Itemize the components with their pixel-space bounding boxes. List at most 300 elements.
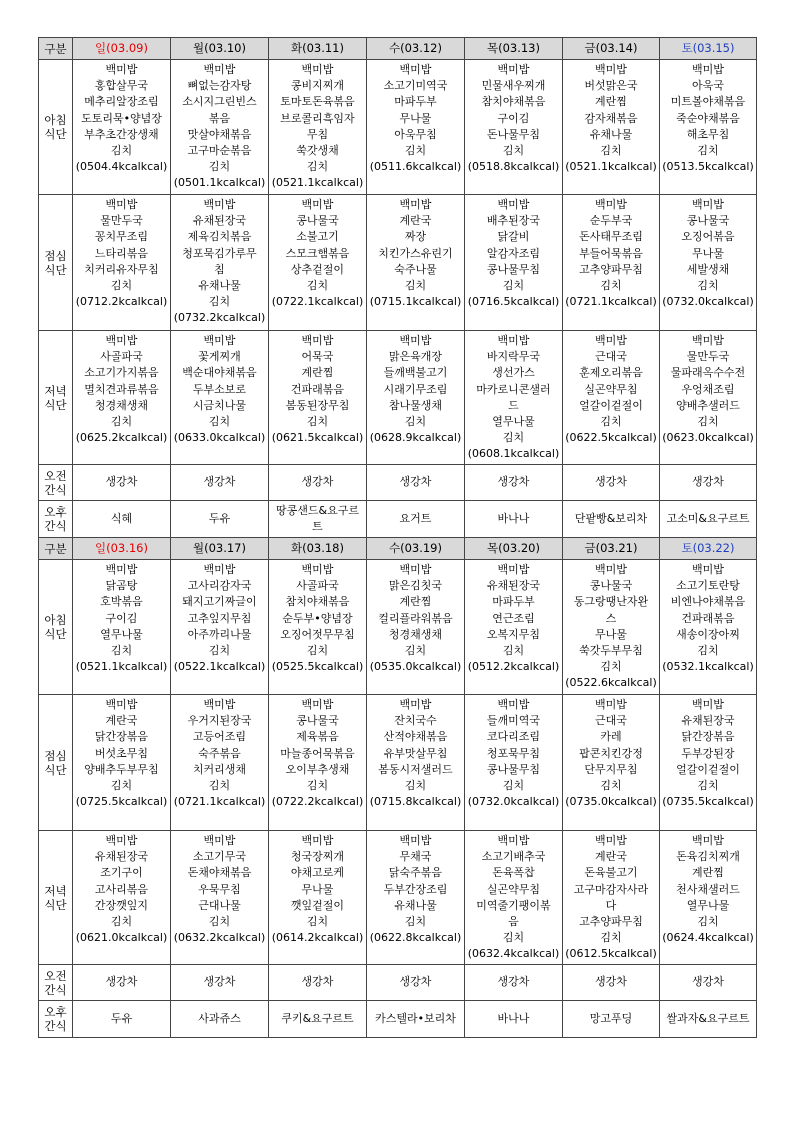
meal-row-lunch	[39, 695, 757, 831]
menu-item-text: 백미밥	[399, 63, 432, 76]
menu-item-text: 김치	[697, 644, 719, 658]
menu-item-text: 참치야채볶음	[285, 595, 350, 609]
menu-item-text: (0715.8kcalkcal)	[369, 795, 462, 809]
day-header: 화(03.18)	[269, 538, 367, 560]
menu-item-text: (0625.2kcalkcal)	[75, 431, 168, 445]
menu-cell	[269, 331, 367, 465]
menu-item-text: 물만두국	[100, 214, 143, 228]
menu-item-text: 유채된장국	[486, 579, 541, 593]
menu-cell: 생강차	[465, 965, 563, 1001]
menu-item-text: (0622.5kcalkcal)	[565, 431, 657, 445]
menu-item-text: 김치	[697, 779, 719, 793]
menu-item-text: 치커리유자무침	[84, 262, 159, 276]
menu-item-text: (0712.2kcalkcal)	[75, 295, 168, 309]
menu-cell: 생강차	[563, 465, 660, 501]
menu-item-text: 침	[214, 262, 225, 276]
menu-item-text: 백미밥	[595, 563, 627, 576]
menu-item-text: 유채나물	[589, 127, 633, 141]
menu-item-text: 사골파국	[100, 350, 143, 364]
menu-item-text: (0732.0kcalkcal)	[467, 795, 560, 809]
menu-item-text: 코다리조림	[486, 730, 541, 744]
menu-item-text: 어묵국	[301, 350, 334, 364]
day-header: 수(03.19)	[367, 538, 465, 560]
menu-cell	[465, 195, 563, 331]
menu-item-text: (0614.2kcalkcal)	[271, 931, 364, 945]
menu-item-text: (0535.0kcalkcal)	[369, 660, 462, 674]
menu-item-text: 닭간장볶음	[681, 730, 735, 744]
meal-label-text: 간식	[44, 482, 67, 497]
day-header: 금(03.21)	[563, 538, 660, 560]
menu-item-text: 백미밥	[203, 698, 236, 711]
menu-item-text: 마늘종어묵볶음	[280, 746, 355, 760]
menu-item-text: 돈나물무침	[486, 127, 541, 141]
menu-item-text: 김치	[208, 295, 231, 309]
menu-item-text: 간장깻잎지	[94, 898, 149, 912]
menu-item-text: 스모크햄볶음	[285, 246, 350, 260]
menu-item-text: 꽁치무조림	[94, 230, 149, 244]
meal-row-lunch	[39, 195, 757, 331]
menu-item-text: 김치	[110, 279, 133, 293]
menu-item-text: 백미밥	[692, 334, 724, 347]
meal-label	[39, 1001, 73, 1038]
meal-label-text: 오후	[44, 505, 67, 519]
menu-item-text: 김치	[208, 915, 231, 929]
menu-cell: 생강차	[171, 465, 269, 501]
menu-cell	[73, 501, 171, 538]
menu-item-text: 유부맛살무침	[383, 746, 448, 760]
menu-item-text: (0504.4kcalkcal)	[75, 160, 168, 174]
menu-item-text: 김치	[110, 644, 133, 658]
menu-item-text: (0511.6kcalkcal)	[369, 160, 462, 174]
menu-item-text: 무채국	[399, 850, 432, 864]
menu-item-text: 두부강된장	[681, 746, 735, 760]
header-label: 구분	[39, 38, 73, 60]
week-header-row	[39, 538, 757, 560]
menu-cell	[171, 831, 269, 965]
menu-item-text: 계란찜	[692, 866, 724, 880]
menu-item-text: 김치	[502, 144, 525, 158]
menu-item-text: (0628.9kcalkcal)	[369, 431, 462, 445]
menu-item-text: 치킨가스유린기	[378, 246, 453, 260]
menu-item-text: 김치	[110, 415, 133, 429]
header-label: 구분	[39, 538, 73, 560]
menu-item-text: 김치	[404, 144, 427, 158]
menu-item-text: (0622.8kcalkcal)	[369, 931, 462, 945]
menu-item-text: 닭갈비	[497, 230, 530, 244]
menu-item-text: 짜장	[404, 230, 427, 244]
menu-item-text: (0725.5kcalkcal)	[75, 795, 168, 809]
menu-cell	[563, 560, 660, 695]
menu-item-text: 감자채볶음	[584, 111, 638, 125]
menu-item-text: 김치	[208, 779, 231, 793]
menu-item-text: 콩나물국	[296, 714, 339, 728]
menu-item-text: 백미밥	[497, 698, 530, 711]
menu-item-text: 백미밥	[692, 698, 724, 711]
meal-label-text: 오전	[44, 468, 67, 483]
menu-item-text: 시래기무조림	[383, 382, 448, 396]
meal-label-text: 간식	[44, 1019, 67, 1033]
menu-cell: 생강차	[660, 965, 757, 1001]
menu-item-text: 김치	[404, 415, 427, 429]
menu-item-text: 멸치견과류볶음	[84, 382, 159, 396]
menu-item-text: 사골파국	[296, 579, 339, 593]
menu-item-text: (0501.1kcalkcal)	[173, 176, 266, 190]
menu-item-text: 숙주나물	[394, 262, 437, 276]
menu-item-text: 돼지고기짜글이	[182, 595, 257, 609]
meal-label	[39, 465, 73, 501]
menu-item-text: 트	[312, 520, 323, 533]
menu-item-text: 백미밥	[497, 63, 530, 76]
menu-item-text: 콩비지찌개	[290, 79, 345, 93]
menu-item-text: 카레	[600, 730, 622, 744]
menu-cell	[465, 60, 563, 195]
menu-item-text: 계란찜	[595, 95, 627, 109]
menu-cell	[171, 195, 269, 331]
menu-item-text: 계란국	[399, 214, 432, 228]
menu-item-text: 건파래볶음	[290, 382, 345, 396]
menu-item-text: 쌀과자&요구르트	[666, 1011, 750, 1025]
menu-item-text: 브로콜리흑임자	[280, 111, 355, 125]
menu-item-text: 고추잎지무침	[187, 611, 252, 625]
menu-cell	[563, 501, 660, 538]
meal-plan-table	[38, 37, 757, 1038]
menu-item-text: 식혜	[110, 511, 133, 525]
menu-item-text: 소시지그린빈스	[182, 95, 257, 109]
menu-item-text: 쑥갓생채	[296, 144, 339, 158]
menu-item-text: 소고기배추국	[481, 850, 546, 864]
menu-item-text: 단팥빵&보리차	[574, 511, 648, 525]
menu-item-text: 백미밥	[203, 563, 236, 576]
menu-item-text: 청포묵무침	[486, 746, 541, 760]
meal-label-text: 간식	[44, 519, 67, 533]
menu-item-text: 백미밥	[105, 334, 138, 347]
menu-cell	[73, 60, 171, 195]
menu-cell	[269, 501, 367, 538]
menu-item-text: 백순대야채볶음	[182, 366, 257, 380]
menu-item-text: 새송이장아찌	[676, 627, 740, 641]
menu-item-text: 사과쥬스	[198, 1011, 241, 1025]
menu-item-text: 우거지된장국	[187, 714, 252, 728]
menu-item-text: 백미밥	[301, 198, 334, 211]
menu-item-text: 두부간장조림	[383, 882, 448, 896]
meal-label-text: 오전	[44, 968, 67, 983]
menu-item-text: 청국장찌개	[290, 850, 345, 864]
menu-item-text: (0721.1kcalkcal)	[565, 295, 657, 309]
menu-item-text: 무나물	[692, 246, 724, 260]
menu-item-text: 김치	[208, 160, 231, 174]
menu-item-text: 물파래옥수수전	[670, 366, 746, 380]
menu-item-text: 김치	[502, 279, 525, 293]
menu-item-text: 김치	[208, 415, 231, 429]
meal-label-text: 간식	[44, 982, 67, 997]
menu-item-text: 백미밥	[301, 334, 334, 347]
day-header: 토(03.15)	[660, 38, 757, 60]
menu-item-text: 백미밥	[497, 198, 530, 211]
menu-item-text: 소고기가지볶음	[84, 366, 159, 380]
menu-item-text: 백미밥	[105, 834, 138, 847]
menu-item-text: 유채나물	[394, 898, 437, 912]
menu-item-text: 청포묵김가루무	[182, 246, 257, 260]
menu-item-text: (0732.2kcalkcal)	[173, 311, 266, 325]
meal-row-dinner	[39, 831, 757, 965]
menu-item-text: 버섯맑은국	[584, 79, 638, 93]
menu-item-text: 얼갈이겉절이	[579, 398, 643, 412]
menu-cell	[660, 195, 757, 331]
day-header: 월(03.10)	[171, 38, 269, 60]
menu-item-text: 배추된장국	[486, 214, 541, 228]
meal-row-breakfast	[39, 560, 757, 695]
menu-item-text: 콩나물국	[589, 579, 633, 593]
menu-item-text: 김치	[208, 644, 231, 658]
menu-item-text: 참치야채볶음	[481, 95, 546, 109]
menu-item-text: 백미밥	[497, 563, 530, 576]
menu-item-text: 오징어볶음	[681, 230, 735, 244]
menu-item-text: (0612.5kcalkcal)	[565, 947, 657, 961]
menu-cell	[367, 831, 465, 965]
menu-item-text: 요거트	[399, 511, 432, 525]
menu-cell	[465, 695, 563, 831]
menu-item-text: 호박볶음	[100, 595, 143, 609]
menu-item-text: 백미밥	[399, 198, 432, 211]
menu-item-text: (0735.0kcalkcal)	[565, 795, 657, 809]
meal-label-text: 저녁	[44, 383, 67, 398]
menu-item-text: 느타리볶음	[94, 246, 149, 260]
menu-item-text: 고등어조림	[192, 730, 247, 744]
menu-item-text: 백미밥	[595, 698, 627, 711]
menu-item-text: (0732.0kcalkcal)	[662, 295, 754, 309]
menu-item-text: (0512.2kcalkcal)	[467, 660, 560, 674]
menu-item-text: 백미밥	[301, 563, 334, 576]
menu-item-text: 마파두부	[492, 595, 535, 609]
menu-cell	[269, 60, 367, 195]
day-header: 토(03.22)	[660, 538, 757, 560]
menu-cell: 생강차	[73, 965, 171, 1001]
menu-cell	[269, 1001, 367, 1038]
menu-cell	[660, 831, 757, 965]
menu-cell	[171, 501, 269, 538]
menu-item-text: (0621.0kcalkcal)	[75, 931, 168, 945]
menu-item-text: 돈육불고기	[584, 866, 638, 880]
menu-item-text: 백미밥	[105, 198, 138, 211]
menu-item-text: 무나물	[595, 627, 627, 641]
menu-item-text: 꽃게찌개	[198, 350, 241, 364]
menu-item-text: 부추초간장생채	[84, 127, 159, 141]
menu-item-text: 계란국	[105, 714, 138, 728]
menu-item-text: 백미밥	[301, 698, 334, 711]
menu-item-text: 봄동된장무침	[285, 398, 350, 412]
menu-cell: 생강차	[269, 965, 367, 1001]
menu-item-text: 무나물	[399, 111, 432, 125]
menu-item-text: 오징어젓무무침	[280, 627, 355, 641]
menu-item-text: 두유	[110, 1011, 133, 1025]
menu-item-text: 연근조림	[492, 611, 535, 625]
menu-cell	[73, 831, 171, 965]
menu-item-text: 바나나	[497, 1011, 530, 1025]
day-header: 금(03.14)	[563, 38, 660, 60]
meal-label-text: 식단	[44, 397, 67, 412]
menu-item-text: 백미밥	[203, 63, 236, 76]
menu-item-text: 오복지무침	[486, 627, 541, 641]
menu-cell	[660, 331, 757, 465]
menu-item-text: 김치	[697, 415, 719, 429]
menu-cell	[465, 1001, 563, 1038]
menu-item-text: 청경채생채	[94, 398, 149, 412]
menu-item-text: 백미밥	[203, 334, 236, 347]
menu-item-text: 닭간장볶음	[94, 730, 149, 744]
menu-item-text: (0513.5kcalkcal)	[662, 160, 754, 174]
menu-item-text: 김치	[110, 144, 133, 158]
menu-item-text: 실곤약무침	[584, 382, 638, 396]
menu-item-text: 돈채야채볶음	[187, 866, 252, 880]
meal-label-text: 아침	[44, 113, 67, 127]
menu-item-text: 스	[605, 611, 617, 625]
menu-item-text: 물만두국	[686, 350, 730, 364]
menu-item-text: (0632.2kcalkcal)	[173, 931, 266, 945]
menu-cell	[563, 331, 660, 465]
menu-item-text: 맑은김칫국	[388, 579, 443, 593]
menu-cell	[660, 60, 757, 195]
meal-label	[39, 501, 73, 538]
menu-item-text: 백미밥	[692, 63, 724, 76]
menu-cell	[269, 560, 367, 695]
menu-cell	[367, 331, 465, 465]
menu-cell	[367, 695, 465, 831]
menu-item-text: 건파래볶음	[681, 611, 735, 625]
menu-item-text: 맑은육개장	[388, 350, 443, 364]
menu-item-text: 마카로니콘샐러	[476, 382, 551, 396]
menu-item-text: 뼈없는감자탕	[187, 79, 252, 93]
menu-item-text: 도토리묵•양념장	[81, 111, 162, 125]
menu-item-text: (0632.4kcalkcal)	[467, 947, 560, 961]
menu-item-text: (0722.1kcalkcal)	[271, 295, 364, 309]
menu-item-text: 백미밥	[692, 834, 724, 847]
menu-item-text: 천사채샐러드	[676, 882, 740, 896]
menu-item-text: 김치	[306, 279, 329, 293]
menu-cell	[171, 1001, 269, 1038]
menu-item-text: 부들어묵볶음	[579, 246, 643, 260]
menu-item-text: 쑥갓두부무침	[579, 644, 643, 658]
menu-item-text: 소불고기	[296, 230, 339, 244]
menu-item-text: 훈제오리볶음	[579, 366, 643, 380]
menu-item-text: 다	[605, 898, 617, 912]
menu-item-text: 우묵무침	[198, 882, 241, 896]
menu-item-text: 백미밥	[497, 834, 530, 847]
menu-item-text: 무나물	[301, 882, 334, 896]
day-header: 수(03.12)	[367, 38, 465, 60]
menu-item-text: 김치	[600, 660, 622, 674]
menu-item-text: 홍합살무국	[94, 79, 149, 93]
menu-cell	[269, 695, 367, 831]
menu-item-text: 김치	[502, 431, 525, 445]
menu-item-text: 닭곰탕	[105, 579, 138, 593]
menu-cell	[563, 695, 660, 831]
meal-label-text: 식단	[44, 762, 67, 777]
menu-item-text: 해초무침	[686, 127, 730, 141]
menu-item-text: 계란찜	[301, 366, 334, 380]
menu-item-text: 동그랑땡난자완	[573, 595, 649, 609]
menu-cell	[367, 1001, 465, 1038]
menu-cell	[171, 560, 269, 695]
menu-item-text: 두유	[208, 511, 231, 525]
menu-item-text: 돈육김치찌개	[676, 850, 740, 864]
menu-cell	[171, 331, 269, 465]
menu-item-text: 마파두부	[394, 95, 437, 109]
menu-item-text: 백미밥	[105, 698, 138, 711]
menu-cell	[367, 195, 465, 331]
menu-cell	[73, 1001, 171, 1038]
menu-item-text: 김치	[306, 915, 329, 929]
menu-item-text: 깻잎겉절이	[290, 898, 345, 912]
menu-cell: 생강차	[73, 465, 171, 501]
menu-cell	[660, 1001, 757, 1038]
menu-item-text: 김치	[600, 415, 622, 429]
menu-item-text: 백미밥	[595, 334, 627, 347]
menu-cell: 생강차	[367, 465, 465, 501]
menu-item-text: 고추양파무침	[579, 915, 643, 929]
menu-item-text: (0522.6kcalkcal)	[565, 676, 657, 690]
menu-cell	[563, 195, 660, 331]
menu-item-text: 백미밥	[692, 198, 724, 211]
menu-item-text: (0621.5kcalkcal)	[271, 431, 364, 445]
meal-label	[39, 60, 73, 195]
menu-item-text: (0521.1kcalkcal)	[565, 160, 657, 174]
menu-item-text: 고소미&요구르트	[666, 511, 750, 525]
menu-cell	[465, 560, 563, 695]
menu-cell	[563, 831, 660, 965]
menu-cell	[660, 695, 757, 831]
menu-item-text: 산적야채볶음	[383, 730, 448, 744]
menu-item-text: 근대국	[595, 350, 627, 364]
menu-item-text: 땅콩샌드&요구르	[276, 503, 359, 517]
menu-item-text: 열무나물	[100, 627, 143, 641]
menu-item-text: 김치	[697, 915, 719, 929]
menu-cell	[73, 695, 171, 831]
menu-cell	[73, 195, 171, 331]
menu-item-text: 제육볶음	[296, 730, 339, 744]
menu-item-text: 팝콘치킨강정	[579, 746, 643, 760]
menu-item-text: 닭숙주볶음	[388, 866, 443, 880]
menu-cell	[269, 195, 367, 331]
menu-item-text: 조기구이	[100, 866, 143, 880]
menu-cell: 생강차	[465, 465, 563, 501]
menu-item-text: 카스텔라•보리차	[375, 1011, 456, 1025]
menu-item-text: 김치	[600, 279, 622, 293]
menu-item-text: (0722.2kcalkcal)	[271, 795, 364, 809]
menu-cell	[367, 501, 465, 538]
menu-item-text: 김치	[404, 915, 427, 929]
menu-item-text: 고사리감자국	[187, 579, 252, 593]
menu-item-text: 근대나물	[198, 898, 241, 912]
menu-item-text: 실곤약무침	[486, 882, 541, 896]
menu-cell	[465, 331, 563, 465]
menu-cell	[171, 60, 269, 195]
day-header: 일(03.09)	[73, 38, 171, 60]
meal-label-text: 식단	[44, 627, 67, 641]
menu-item-text: (0633.0kcalkcal)	[173, 431, 266, 445]
menu-item-text: 콩나물무침	[486, 762, 541, 776]
menu-item-text: 우엉채조림	[681, 382, 735, 396]
menu-item-text: 소고기미역국	[383, 79, 448, 93]
menu-item-text: 아욱무침	[394, 127, 437, 141]
meal-label-text: 점심	[44, 248, 67, 263]
menu-item-text: 양배추두부무침	[84, 762, 159, 776]
meal-row-am-snack	[39, 465, 757, 501]
meal-row-dinner	[39, 331, 757, 465]
menu-item-text: 민물새우찌개	[481, 79, 546, 93]
menu-item-text: 치커리생채	[192, 762, 247, 776]
menu-item-text: 백미밥	[301, 63, 334, 76]
menu-item-text: (0715.1kcalkcal)	[369, 295, 462, 309]
